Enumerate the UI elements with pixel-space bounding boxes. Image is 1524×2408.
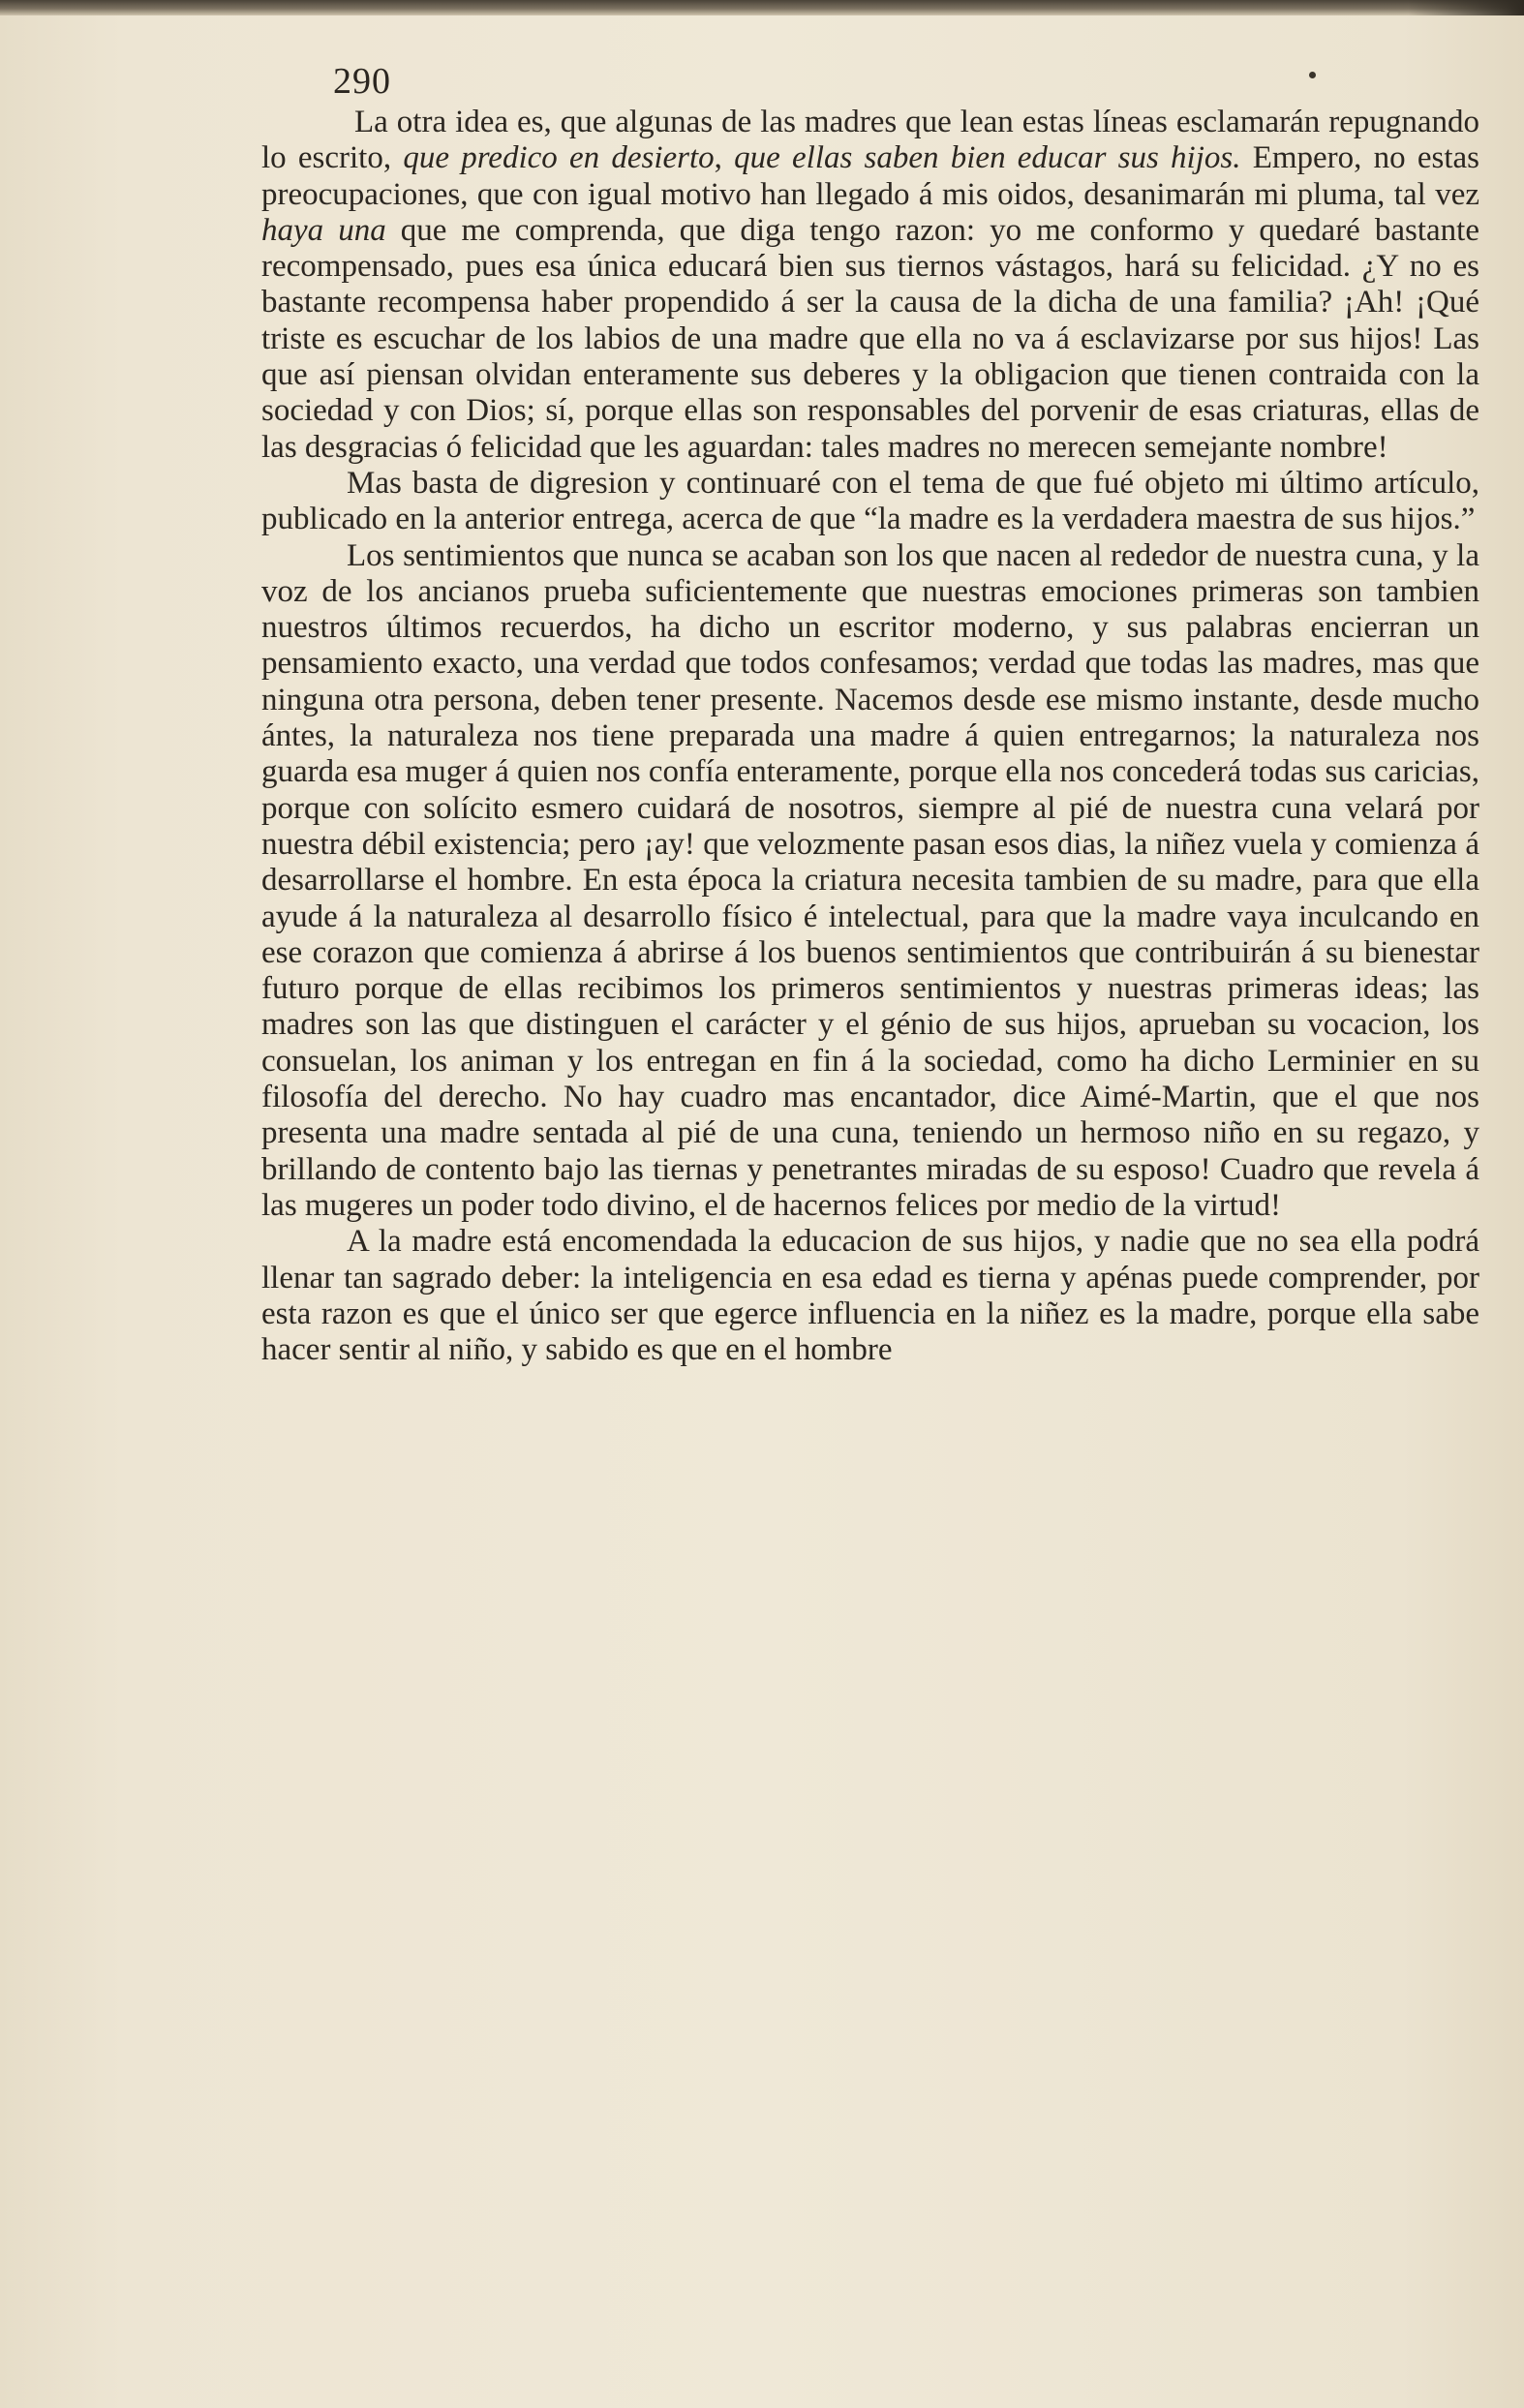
text-run: Mas basta de digresion y continuaré con el tema de que fué objeto mi último artículo, publicado en la anterior entrega, acerca de que “la madre es la verdadera maestra de sus hijos.” (261, 465, 1479, 537)
italic-run: que ellas saben bien educar sus hijos. (734, 140, 1241, 176)
paragraph-1 (261, 105, 1479, 466)
binding-edge (0, 0, 1524, 15)
italic-run: haya una (261, 212, 386, 248)
paragraph-2 (261, 466, 1479, 538)
text-run: Empero, no estas preocupaciones, que con igual motivo han llegado á mis oidos, desanimarán mi pluma, tal vez (261, 140, 1479, 212)
italic-run: que predico en desierto (403, 140, 715, 176)
ink-dot (1309, 72, 1316, 78)
text-run: La otra idea es, que algunas de las madres que lean estas líneas esclamarán repugnando lo escrito, (261, 105, 1479, 176)
paragraph-3 (261, 538, 1479, 1225)
page-number: 290 (333, 61, 391, 102)
text-run: , (714, 140, 735, 176)
body-text (261, 105, 1479, 1368)
text-run: A la madre está encomendada la educacion de sus hijos, y nadie que no sea ella podrá llenar tan sagrado deber: la inteligencia en esa edad es tierna y apénas puede comprender, por esta razon es que el único ser que egerce influencia en la niñez es la madre, porque ella sabe hacer sentir al niño, y sabido es que en el hombre (261, 1224, 1479, 1368)
paragraph-4 (261, 1224, 1479, 1368)
text-run: que me comprenda, que diga tengo razon: yo me conformo y quedaré bastante recompensado, pues esa única educará bien sus tiernos vástagos, hará su felicidad. ¿Y no es bastante recompensa haber propendido á ser la causa de la dicha de una familia? ¡Ah! ¡Qué triste es escuchar de los labios de una madre que ella no va á esclavizarse por sus hijos! Las que así piensan olvidan enteramente sus deberes y la obligacion que tienen contraida con la sociedad y con Dios; sí, porque ellas son responsables del porvenir de esas criaturas, ellas de las desgracias ó felicidad que les aguardan: tales madres no merecen semejante nombre! (261, 212, 1479, 465)
text-run: Los sentimientos que nunca se acaban son los que nacen al rededor de nuestra cuna, y la voz de los ancianos prueba suficientemente que nuestras emociones primeras son tambien nuestros últimos recuerdos, ha dicho un escritor moderno, y sus palabras encierran un pensamiento exacto, una verdad que todos confesamos; verdad que todas las madres, mas que ninguna otra persona, deben tener presente. Nacemos desde ese mismo instante, desde mucho ántes, la naturaleza nos tiene preparada una madre á quien entregarnos; la naturaleza nos guarda esa muger á quien nos confía enteramente, porque ella nos concederá todas sus caricias, porque con solícito esmero cuidará de nosotros, siempre al pié de nuestra cuna velará por nuestra débil existencia; pero ¡ay! que velozmente pasan esos dias, la niñez vuela y comienza á desarrollarse el hombre. En esta época la criatura necesita tambien de su madre, para que ella ayude á la naturaleza al desarrollo físico é intelectual, para que la madre vaya inculcando en ese corazon que comienza á abrirse á los buenos sentimientos que contribuirán á su bienestar futuro porque de ellas recibimos los primeros sentimientos y nuestras primeras ideas; las madres son las que distinguen el carácter y el génio de sus hijos, aprueban su vocacion, los consuelan, los animan y los entregan en fin á la sociedad, como ha dicho Lerminier en su filosofía del derecho. No hay cuadro mas encantador, dice Aimé-Martin, que el que nos presenta una madre sentada al pié de una cuna, teniendo un hermoso niño en su regazo, y brillando de contento bajo las tiernas y penetrantes miradas de su esposo! Cuadro que revela á las mugeres un poder todo divino, el de hacernos felices por medio de la virtud! (261, 537, 1479, 1223)
